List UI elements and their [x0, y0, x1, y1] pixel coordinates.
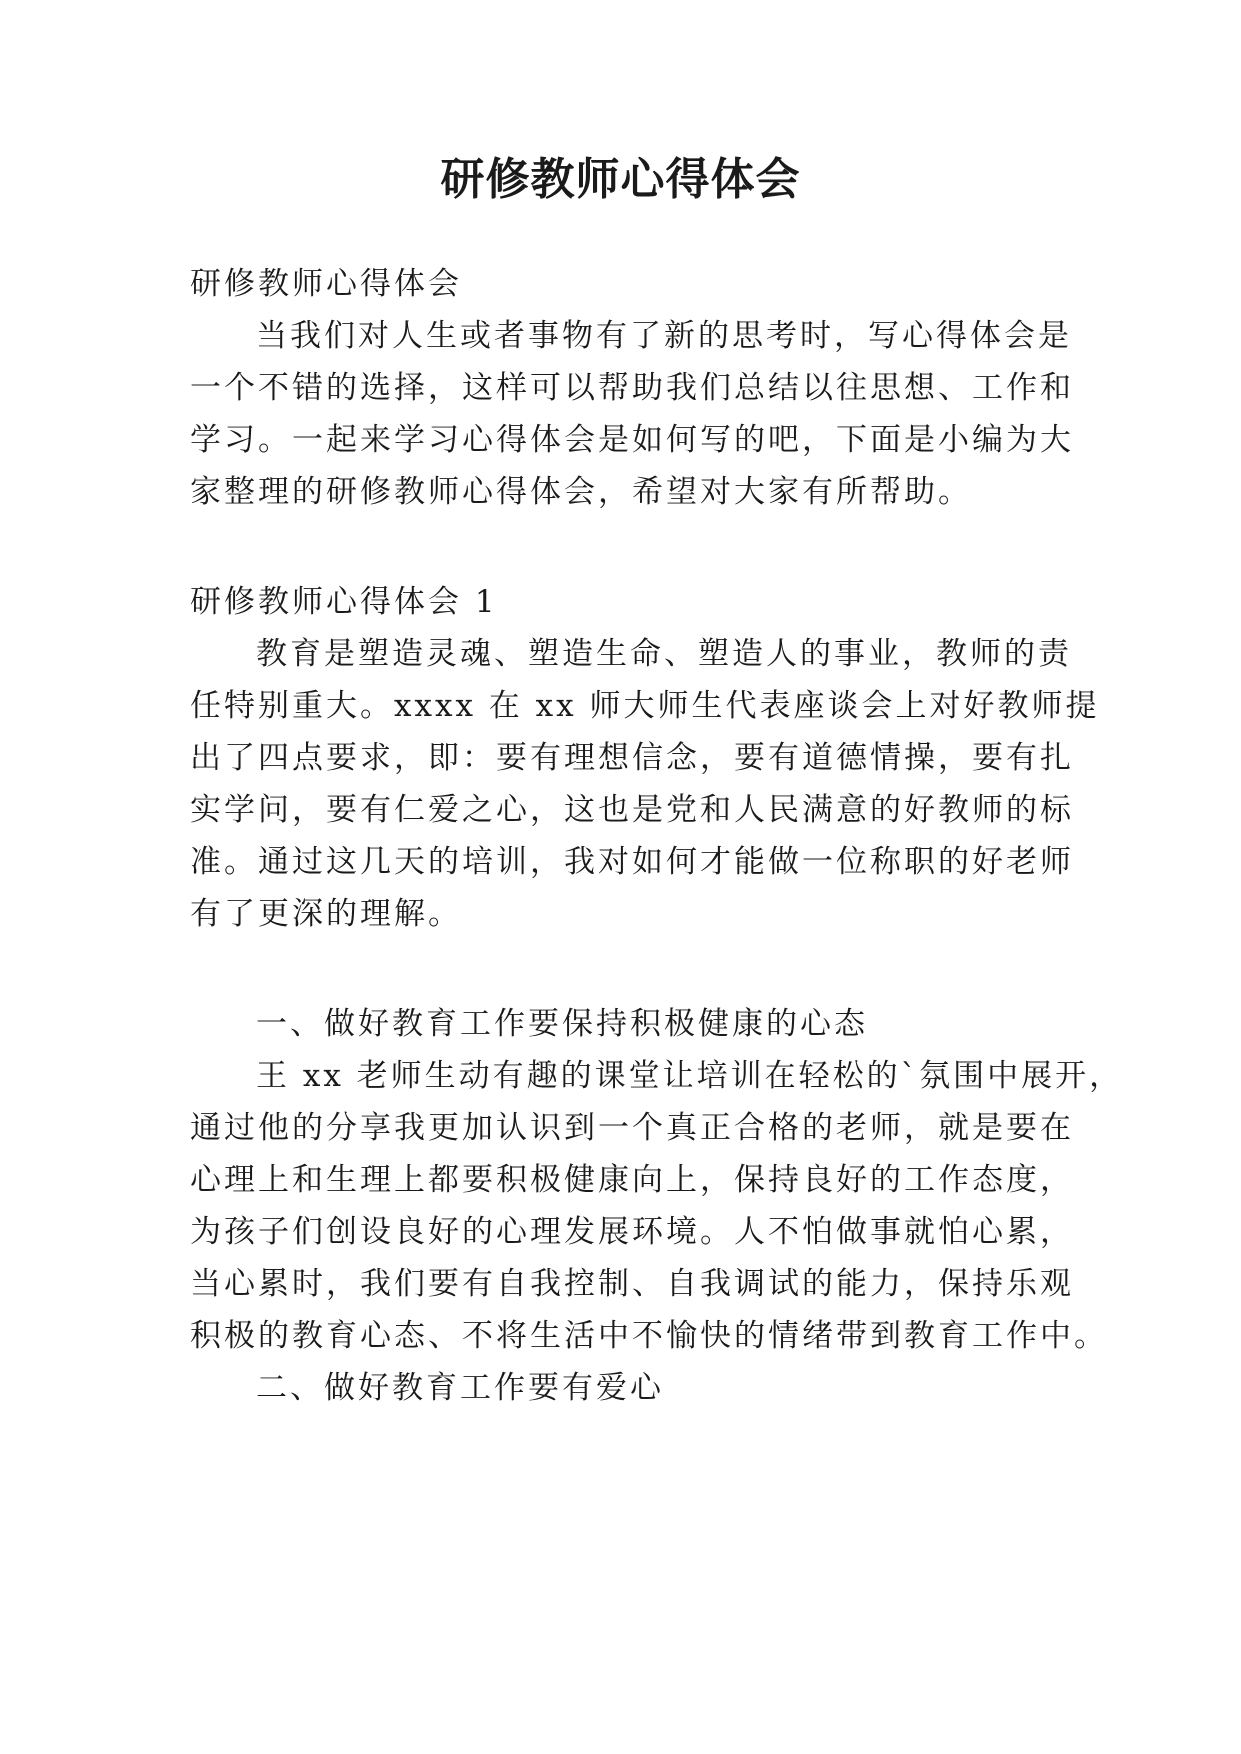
document-title: 研修教师心得体会: [440, 154, 801, 205]
paragraph-line: 当我们对人生或者事物有了新的思考时，写心得体会是: [256, 318, 1072, 354]
paragraph-line: 积极的教育心态、不将生活中不愉快的情绪带到教育工作中。: [190, 1318, 1108, 1354]
paragraph-line: 任特别重大。xxxx 在 xx 师大师生代表座谈会上对好教师提: [190, 688, 1100, 724]
paragraph-line: 一个不错的选择，这样可以帮助我们总结以往思想、工作和: [190, 370, 1074, 406]
subsection-heading: 一、做好教育工作要保持积极健康的心态: [256, 1006, 868, 1042]
paragraph-line: 为孩子们创设良好的心理发展环境。人不怕做事就怕心累，: [190, 1214, 1074, 1250]
intro-heading: 研修教师心得体会: [190, 266, 462, 302]
paragraph-line: 家整理的研修教师心得体会，希望对大家有所帮助。: [190, 474, 972, 510]
paragraph-line: 王 xx 老师生动有趣的课堂让培训在轻松的`氛围中展开，: [256, 1058, 1124, 1094]
section-heading: 研修教师心得体会 1: [190, 584, 498, 620]
subsection-heading: 二、做好教育工作要有爱心: [256, 1370, 664, 1406]
paragraph-line: 通过他的分享我更加认识到一个真正合格的老师，就是要在: [190, 1110, 1074, 1146]
paragraph-line: 有了更深的理解。: [190, 896, 462, 932]
paragraph-line: 心理上和生理上都要积极健康向上，保持良好的工作态度，: [190, 1162, 1074, 1198]
paragraph-line: 教育是塑造灵魂、塑造生命、塑造人的事业，教师的责: [256, 636, 1072, 672]
paragraph-line: 当心累时，我们要有自我控制、自我调试的能力，保持乐观: [190, 1266, 1074, 1302]
paragraph-line: 学习。一起来学习心得体会是如何写的吧，下面是小编为大: [190, 422, 1074, 458]
paragraph-line: 出了四点要求，即：要有理想信念，要有道德情操，要有扎: [190, 740, 1074, 776]
paragraph-line: 准。通过这几天的培训，我对如何才能做一位称职的好老师: [190, 844, 1074, 880]
paragraph-line: 实学问，要有仁爱之心，这也是党和人民满意的好教师的标: [190, 792, 1074, 828]
